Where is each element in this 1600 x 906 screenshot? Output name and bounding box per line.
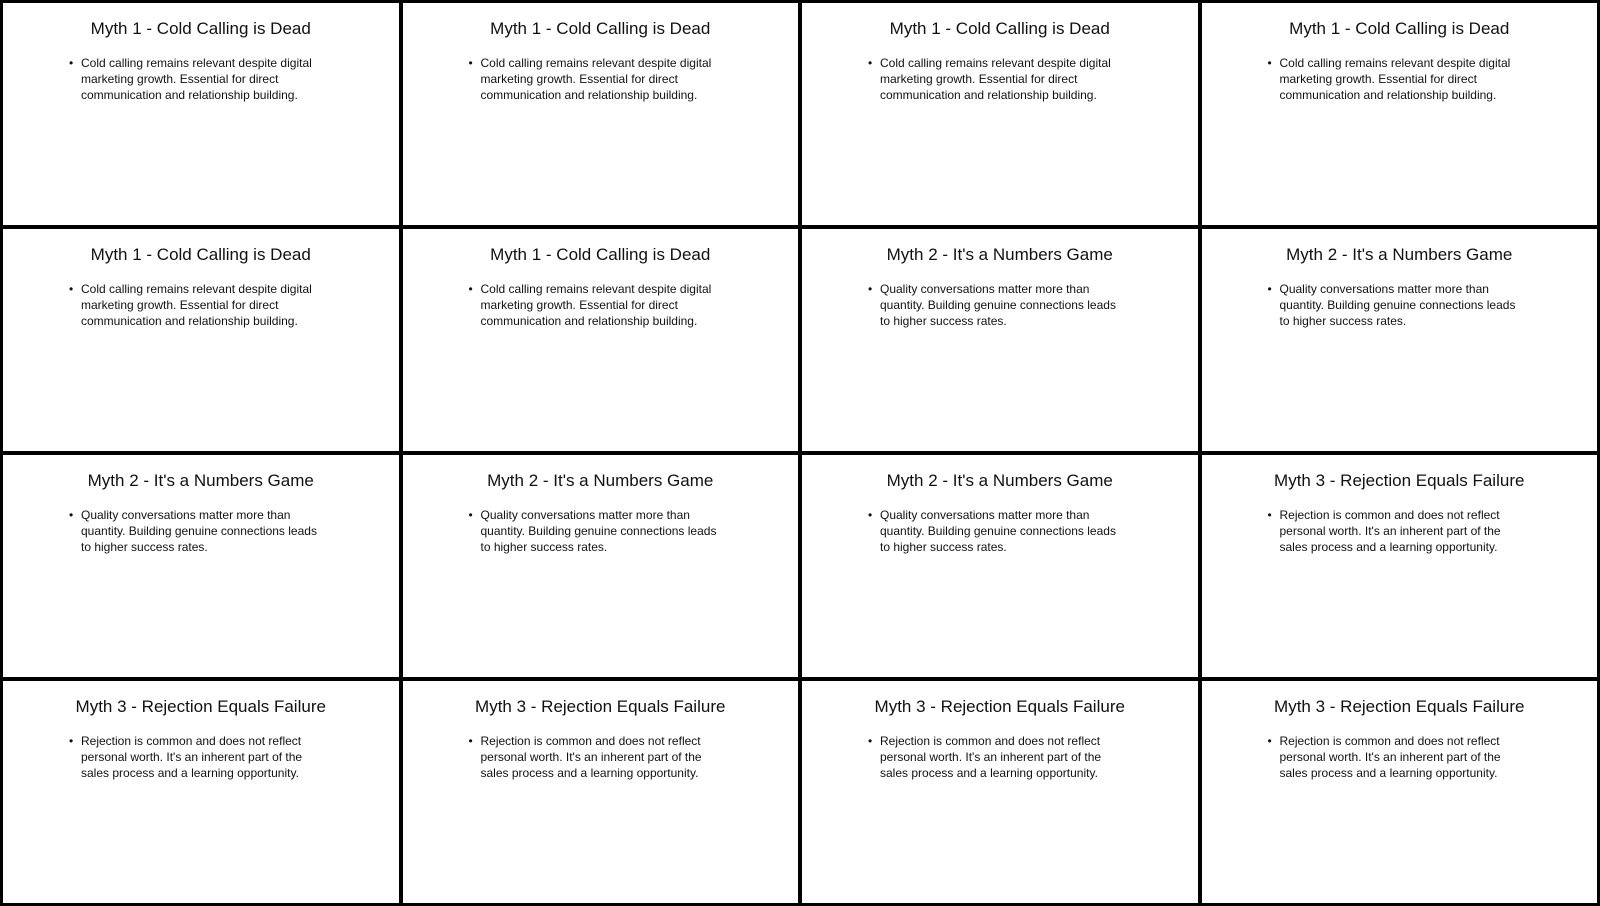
slide-bullets xyxy=(468,55,729,103)
bullet-icon: • xyxy=(1267,734,1272,748)
slide-title: Myth 1 - Cold Calling is Dead xyxy=(1289,19,1510,38)
bullet-text: Rejection is common and does not reflect personal worth. It's an inherent part of the sales process and a learning opportunity. xyxy=(81,734,303,780)
slide-bullets xyxy=(69,281,329,329)
slide-4[interactable] xyxy=(1202,3,1598,225)
slide-15[interactable] xyxy=(802,681,1198,903)
slide-title: Myth 1 - Cold Calling is Dead xyxy=(90,245,311,264)
bullet-icon: • xyxy=(468,56,473,70)
bullet-icon: • xyxy=(1267,282,1272,296)
bullet-item xyxy=(69,281,329,329)
bullet-item xyxy=(1267,55,1528,103)
bullet-item xyxy=(468,55,729,103)
bullet-icon: • xyxy=(868,508,873,522)
bullet-text: Quality conversations matter more than quantity. Building genuine connections leads to higher success rates. xyxy=(1279,282,1516,328)
slide-title: Myth 1 - Cold Calling is Dead xyxy=(90,19,311,38)
slide-bullets xyxy=(868,55,1128,103)
bullet-item xyxy=(69,733,329,781)
bullet-text: Cold calling remains relevant despite digital marketing growth. Essential for direct communication and relationship building. xyxy=(81,56,312,102)
bullet-text: Cold calling remains relevant despite digital marketing growth. Essential for direct communication and relationship building. xyxy=(480,56,712,102)
bullet-item xyxy=(468,733,729,781)
bullet-icon: • xyxy=(69,282,74,296)
slide-1[interactable] xyxy=(3,3,399,225)
slide-bullets xyxy=(1267,281,1528,329)
slide-8[interactable] xyxy=(1202,229,1598,451)
slide-6[interactable] xyxy=(403,229,799,451)
slide-14[interactable] xyxy=(403,681,799,903)
bullet-text: Cold calling remains relevant despite digital marketing growth. Essential for direct communication and relationship building. xyxy=(1279,56,1511,102)
slide-bullets xyxy=(468,733,729,781)
bullet-icon: • xyxy=(468,734,473,748)
slide-title: Myth 2 - It's a Numbers Game xyxy=(886,245,1113,264)
slide-9[interactable] xyxy=(3,455,399,677)
slide-bullets xyxy=(468,281,729,329)
bullet-item xyxy=(1267,281,1528,329)
bullet-item xyxy=(1267,733,1528,781)
slide-13[interactable] xyxy=(3,681,399,903)
bullet-icon: • xyxy=(69,508,74,522)
bullet-item xyxy=(468,507,729,555)
bullet-item xyxy=(69,55,329,103)
bullet-icon: • xyxy=(868,56,873,70)
bullet-text: Rejection is common and does not reflect personal worth. It's an inherent part of the sales process and a learning opportunity. xyxy=(1279,508,1501,554)
slide-title: Myth 2 - It's a Numbers Game xyxy=(1286,245,1513,264)
bullet-text: Rejection is common and does not reflect personal worth. It's an inherent part of the sales process and a learning opportunity. xyxy=(480,734,702,780)
slide-5[interactable] xyxy=(3,229,399,451)
bullet-text: Rejection is common and does not reflect personal worth. It's an inherent part of the sales process and a learning opportunity. xyxy=(1279,734,1501,780)
bullet-icon: • xyxy=(1267,508,1272,522)
slide-12[interactable] xyxy=(1202,455,1598,677)
slide-2[interactable] xyxy=(403,3,799,225)
slide-bullets xyxy=(868,733,1128,781)
bullet-item xyxy=(868,281,1128,329)
bullet-text: Quality conversations matter more than quantity. Building genuine connections leads to higher success rates. xyxy=(480,508,717,554)
slide-bullets xyxy=(468,507,729,555)
slide-bullets xyxy=(69,55,329,103)
bullet-icon: • xyxy=(69,734,74,748)
bullet-icon: • xyxy=(868,734,873,748)
slide-title: Myth 3 - Rejection Equals Failure xyxy=(1274,697,1525,716)
slide-bullets xyxy=(69,507,329,555)
slide-bullets xyxy=(868,281,1128,329)
bullet-item xyxy=(468,281,729,329)
slide-10[interactable] xyxy=(403,455,799,677)
bullet-icon: • xyxy=(868,282,873,296)
slide-title: Myth 2 - It's a Numbers Game xyxy=(87,471,314,490)
slide-title: Myth 3 - Rejection Equals Failure xyxy=(1274,471,1525,490)
slide-title: Myth 1 - Cold Calling is Dead xyxy=(490,19,711,38)
slide-title: Myth 2 - It's a Numbers Game xyxy=(487,471,714,490)
bullet-icon: • xyxy=(468,508,473,522)
bullet-text: Quality conversations matter more than quantity. Building genuine connections leads to higher success rates. xyxy=(880,508,1116,554)
slide-bullets xyxy=(69,733,329,781)
bullet-item xyxy=(868,507,1128,555)
bullet-text: Cold calling remains relevant despite digital marketing growth. Essential for direct communication and relationship building. xyxy=(480,282,712,328)
bullet-item xyxy=(868,733,1128,781)
slide-16[interactable] xyxy=(1202,681,1598,903)
bullet-text: Rejection is common and does not reflect personal worth. It's an inherent part of the sales process and a learning opportunity. xyxy=(880,734,1102,780)
slide-title: Myth 2 - It's a Numbers Game xyxy=(886,471,1113,490)
bullet-item xyxy=(868,55,1128,103)
bullet-text: Cold calling remains relevant despite digital marketing growth. Essential for direct communication and relationship building. xyxy=(880,56,1111,102)
slide-bullets xyxy=(1267,507,1528,555)
slide-11[interactable] xyxy=(802,455,1198,677)
slide-title: Myth 1 - Cold Calling is Dead xyxy=(490,245,711,264)
bullet-item xyxy=(69,507,329,555)
slide-7[interactable] xyxy=(802,229,1198,451)
slide-bullets xyxy=(868,507,1128,555)
slide-bullets xyxy=(1267,733,1528,781)
bullet-text: Cold calling remains relevant despite digital marketing growth. Essential for direct communication and relationship building. xyxy=(81,282,312,328)
slide-title: Myth 3 - Rejection Equals Failure xyxy=(874,697,1125,716)
bullet-icon: • xyxy=(1267,56,1272,70)
bullet-text: Quality conversations matter more than quantity. Building genuine connections leads to higher success rates. xyxy=(880,282,1116,328)
bullet-text: Quality conversations matter more than quantity. Building genuine connections leads to higher success rates. xyxy=(81,508,317,554)
slide-title: Myth 3 - Rejection Equals Failure xyxy=(475,697,726,716)
slide-title: Myth 1 - Cold Calling is Dead xyxy=(889,19,1110,38)
slide-bullets xyxy=(1267,55,1528,103)
bullet-item xyxy=(1267,507,1528,555)
bullet-icon: • xyxy=(468,282,473,296)
slide-3[interactable] xyxy=(802,3,1198,225)
bullet-icon: • xyxy=(69,56,74,70)
slide-title: Myth 3 - Rejection Equals Failure xyxy=(75,697,326,716)
